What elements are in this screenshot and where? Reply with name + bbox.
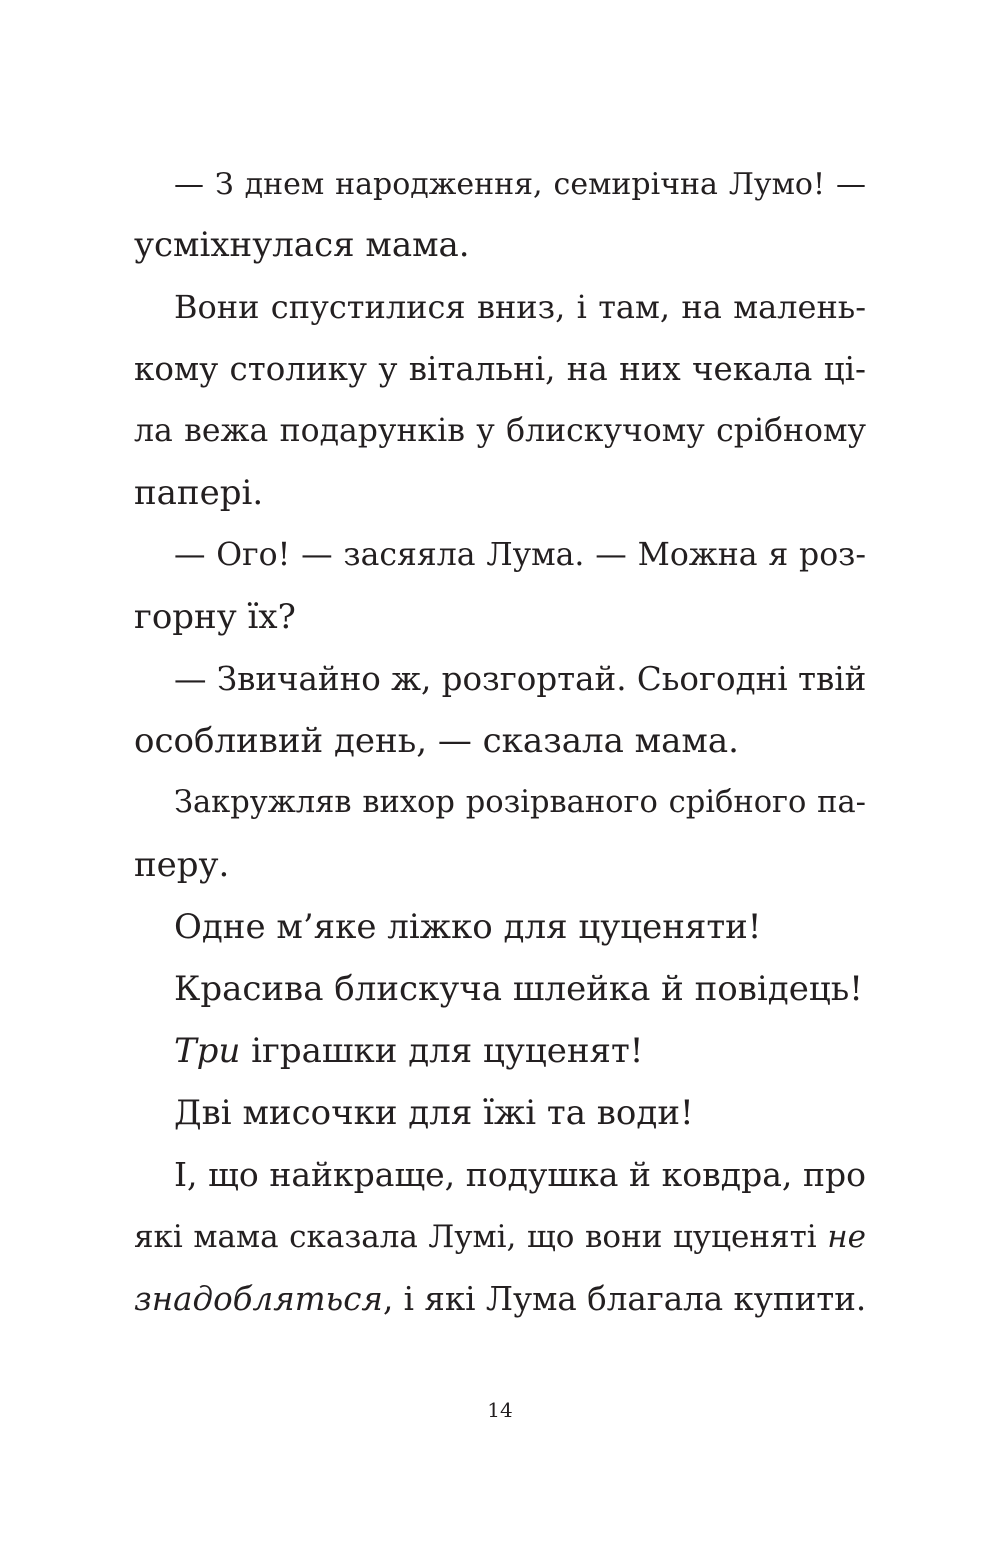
text-line: Дві мисочки для їжі та води! <box>174 1093 694 1133</box>
text-line: усміхнулася мама. <box>134 225 470 265</box>
text-line: Вони спустилися вниз, і там, на малень- <box>174 288 866 326</box>
text-line <box>134 1268 866 1330</box>
text-line: Одне м’яке ліжко для цуценяти! <box>174 907 762 947</box>
text-line: Закружляв вихор розірваного срібного па- <box>174 785 866 820</box>
italic-emphasis: не <box>827 1219 866 1255</box>
text-line: папері. <box>134 473 264 513</box>
text-run: , і які Лума благала купити. <box>382 1280 867 1318</box>
text-line: кому столику у вітальні, на них чекала ці- <box>134 350 866 388</box>
italic-emphasis: Три <box>174 1031 241 1071</box>
text-run: іграшки для цуценят! <box>240 1031 644 1071</box>
italic-emphasis: знадобляться <box>134 1280 383 1318</box>
text-run: які мама сказала Лумі, що вони цуценяті <box>134 1219 817 1255</box>
text-line: — Звичайно ж, розгортай. Сьогодні твій <box>174 660 867 698</box>
text-line: перу. <box>134 845 230 885</box>
text-line: І, що найкраще, подушка й ковдра, про <box>174 1155 866 1194</box>
text-line: ла вежа подарунків у блискучому срібному <box>134 413 866 449</box>
text-line: особливий день, — сказала мама. <box>134 721 739 761</box>
text-line <box>174 1020 643 1082</box>
text-line: — Ого! — засяяла Лума. — Можна я роз- <box>174 537 866 573</box>
page-number: 14 <box>487 1398 513 1422</box>
text-line <box>134 1206 866 1268</box>
text-line: — З днем народження, семирічна Лумо! — <box>174 167 866 202</box>
text-line: горну їх? <box>134 597 296 637</box>
text-line: Красива блискуча шлейка й повідець! <box>174 969 863 1009</box>
